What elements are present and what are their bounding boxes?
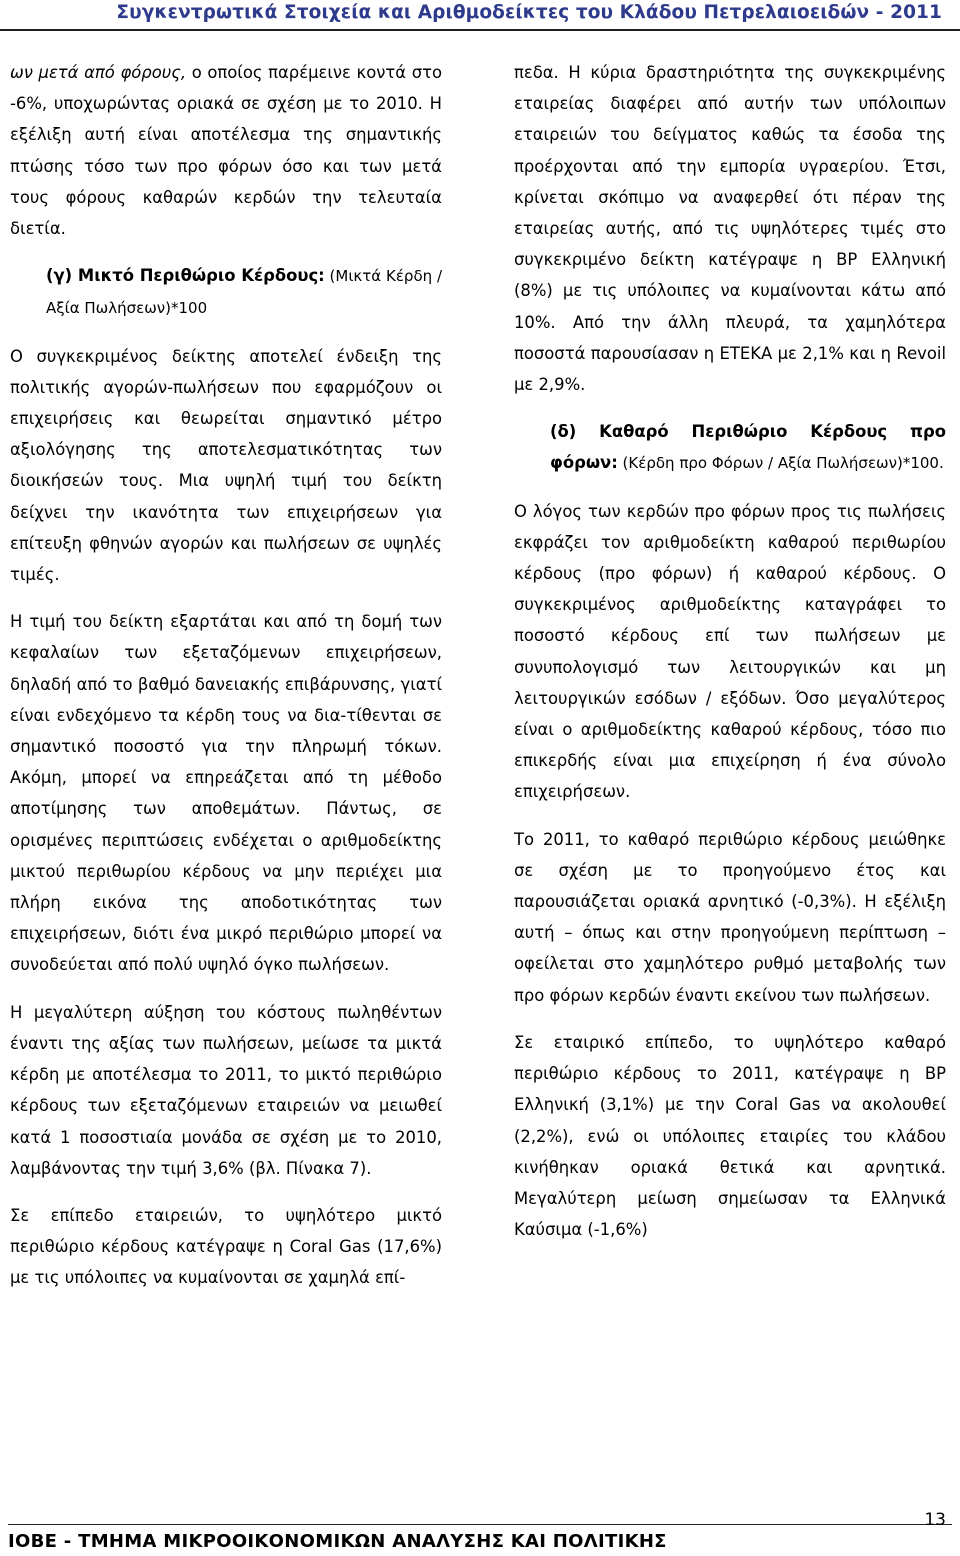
paragraph-net-margin-companies: Σε εταιρικό επίπεδο, το υψηλότερο καθαρό περιθώριο κέρδους το 2011, κατέγραψε η BP Ελληνική (3,1%) με την Coral Gas να ακολουθεί (2,2%), ενώ οι υπόλοιπες εταιρίες του κλάδου κινήθηκαν οριακά θετικά και αρνητικά. Μεγαλύτερη μείωση σημείωσαν τα Ελληνικά Καύσιμα (-1,6%) — [514, 1032, 946, 1240]
section-heading-formula: (Μικτά Κέρδη / Αξία Πωλήσεων)*100 — [46, 267, 443, 318]
page-number: 13 — [924, 1510, 946, 1530]
right-column — [514, 57, 946, 1245]
section-heading-gross-margin — [10, 260, 442, 324]
paragraph-text: ο οποίος παρέμεινε κοντά στο -6%, υποχωρώντας οριακά σε σχέση με το 2010. Η εξέλιξη αυτή είναι αποτέλεσμα της σημαντικής πτώσης τόσο των προ φόρων όσο και των μετά τους φόρους καθαρών κερδών την τελευταία διετία. — [10, 63, 442, 239]
paragraph-net-margin-2011: Το 2011, το καθαρό περιθώριο κέρδους μειώθηκε σε σχέση με το προηγούμενο έτος και παρουσιάζεται οριακά αρνητικό (-0,3%). Η εξέλιξη αυτή – όπως και στην προηγούμενη περίπτωση – οφείλεται στο χαμηλότερο ρυθμό μεταβολής των προ φόρων κερδών έναντι εκείνου των πωλήσεων. — [514, 829, 946, 1005]
left-column — [10, 57, 442, 1294]
paragraph-gross-margin-companies: Σε επίπεδο εταιρειών, το υψηλότερο μικτό περιθώριο κέρδους κατέγραψε η Coral Gas (17,6%) με τις υπόλοιπες να κυμαίνονται σε χαμηλά επί- — [10, 1205, 442, 1288]
footer-divider — [8, 1524, 952, 1525]
running-header — [0, 0, 960, 31]
footer-organization: ΙΟΒΕ - ΤΜΗΜΑ ΜΙΚΡΟΟΙΚΟΝΟΜΙΚΩΝ ΑΝΑΛΥΣΗΣ ΚΑΙ ΠΟΛΙΤΙΚΗΣ — [8, 1531, 667, 1552]
paragraph-gross-margin-companies-cont: πεδα. Η κύρια δραστηριότητα της συγκεκριμένης εταιρείας διαφέρει από αυτήν των υπόλοιπων εταιρειών του δείγματος καθώς τα έσοδα της προέρχονται από την εμπορία υγραερίου. Έτσι, κρίνεται σκόπιμο να αναφερθεί ότι πέραν της εταιρείας αυτής, από τις υψηλότερες τιμές στο συγκεκριμένο δείκτη κατέγραψε η BP Ελληνική (8%) με τις υπόλοιπες να κυμαίνονται κάτω από 10%. Από την άλλη πλευρά, τα χαμηλότερα ποσοστά παρουσίασαν η ΕΤΕΚΑ με 2,1% και η Revoil με 2,9%. — [514, 63, 946, 395]
paragraph-net-margin-after-tax-end — [10, 57, 442, 244]
paragraph-gross-margin-dependence: Η τιμή του δείκτη εξαρτάται και από τη δομή των κεφαλαίων των εξεταζόμενων επιχειρήσεων, δηλαδή από το βαθμό δανειακής επιβάρυνσης, γιατί είναι ενδεχόμενο τα κέρδη τους να δια-τίθενται σε σημαντικό ποσοστό για την πληρωμή τόκων. Ακόμη, μπορεί να επηρεάζεται από τη μέθοδο αποτίμησης των αποθεμάτων. Πάντως, σε ορισμένες περιπτώσεις ενδέχεται ο αριθμοδείκτης μικτού περιθωρίου κέρδους να μην περιέχει μια πλήρη εικόνα της αποδοτικότητας των επιχειρήσεων, διότι ένα μικρό περιθώριο μπορεί να συνοδεύεται από πολύ υψηλό όγκο πωλήσεων. — [10, 612, 442, 975]
italic-phrase: ων μετά από φόρους, — [10, 63, 187, 82]
section-heading-formula: (Κέρδη προ Φόρων / Αξία Πωλήσεων)*100. — [617, 454, 944, 473]
paragraph-gross-margin-2011: Η μεγαλύτερη αύξηση του κόστους πωληθέντων έναντι της αξίας των πωλήσεων, μείωσε τα μικτά κέρδη με αποτέλεσμα το 2011, το μικτό περιθώριο κέρδους των εξεταζόμενων εταιρειών να μειωθεί κατά 1 ποσοστιαία μονάδα σε σχέση με το 2010, λαμβάνοντας την τιμή 3,6% (βλ. Πίνακα 7). — [10, 1002, 442, 1178]
page-footer — [0, 1510, 960, 1556]
section-heading-label: (δ) Καθαρό Περιθώριο Κέρδους προ φόρων: — [550, 422, 946, 473]
section-heading-net-margin — [514, 416, 946, 479]
paragraph-net-margin-definition: Ο λόγος των κερδών προ φόρων προς τις πωλήσεις εκφράζει τον αριθμοδείκτη καθαρού περιθωρίου κέρδους (προ φόρων) ή καθαρού κέρδους. Ο συγκεκριμένος αριθμοδείκτης καταγράφει το ποσοστό κέρδους επί των πωλήσεων με συνυπολογισμό των λειτουργικών και μη λειτουργικών εσόδων / εξόδων. Όσο μεγαλύτερος είναι ο αριθμοδείκτης καθαρού κέρδους, τόσο πιο επικερδής είναι μια επιχείρηση ή ένα σύνολο επιχειρήσεων. — [514, 501, 946, 802]
paragraph-gross-margin-definition: Ο συγκεκριμένος δείκτης αποτελεί ένδειξη της πολιτικής αγορών-πωλήσεων που εφαρμόζουν οι επιχειρήσεις και θεωρείται σημαντικό μέτρο αξιολόγησης της αποτελεσματικότητας των διοικήσεών τους. Μια υψηλή τιμή του δείκτη δείχνει την ικανότητα των επιχειρήσεων για επίτευξη φθηνών αγορών και πωλήσεων σε υψηλές τιμές. — [10, 346, 442, 585]
section-heading-label: (γ) Μικτό Περιθώριο Κέρδους: — [46, 266, 325, 286]
header-title: Συγκεντρωτικά Στοιχεία και Αριθμοδείκτες του Κλάδου Πετρελαιοειδών - 2011 — [116, 2, 942, 23]
